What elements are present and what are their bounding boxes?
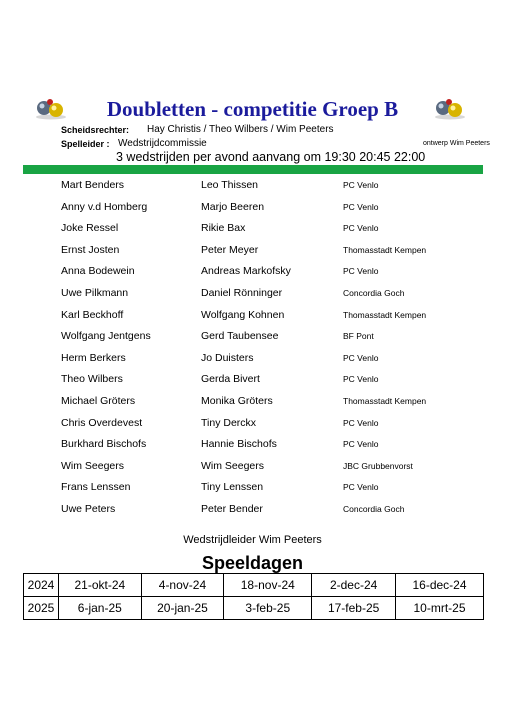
club-name: PC Venlo [343, 201, 379, 212]
player-two-name: Wim Seegers [201, 459, 265, 472]
table-row [24, 574, 484, 597]
club-name: JBC Grubbenvorst [343, 460, 413, 471]
club-name: PC Venlo [343, 482, 379, 493]
player-one-name: Michael Gröters [61, 395, 136, 407]
player-one-name: Ernst Josten [61, 243, 120, 256]
design-credit: ontwerp Wim Peeters [423, 140, 490, 147]
player-two-name: Tiny Derckx [201, 416, 257, 429]
year-cell: 2024 [24, 574, 59, 597]
club-name: Concordia Goch [343, 288, 405, 298]
list-item [0, 222, 505, 242]
date-cell: 18-nov-24 [224, 574, 312, 597]
player-two-name: Tiny Lenssen [201, 481, 264, 494]
list-item [0, 503, 505, 523]
player-one-name: Anna Bodewein [61, 265, 135, 278]
list-item [0, 179, 505, 199]
player-one-name: Burkhard Bischofs [61, 438, 147, 451]
list-item [0, 373, 505, 393]
game-leader-value: Wedstrijdcommissie [118, 138, 207, 149]
list-item [0, 265, 505, 285]
player-two-name: Monika Gröters [201, 395, 273, 407]
schedule-text: 3 wedstrijden per avond aanvang om 19:30 20:45 22:00 [116, 150, 426, 164]
player-two-name: Marjo Beeren [201, 200, 265, 213]
player-one-name: Frans Lenssen [61, 481, 131, 494]
date-cell: 3-feb-25 [224, 597, 312, 620]
club-name: Concordia Goch [343, 504, 405, 514]
player-two-name: Andreas Markofsky [201, 265, 291, 278]
list-item [0, 352, 505, 372]
player-two-name: Peter Bender [201, 503, 263, 515]
player-one-name: Theo Wilbers [61, 373, 123, 386]
player-one-name: Anny v.d Homberg [61, 200, 148, 213]
player-one-name: Herm Berkers [61, 351, 126, 364]
club-name: PC Venlo [343, 374, 379, 385]
player-one-name: Chris Overdevest [61, 416, 143, 429]
player-two-name: Gerd Taubensee [201, 330, 279, 343]
club-name: BF Pont [343, 331, 374, 342]
player-one-name: Uwe Pilkmann [61, 287, 129, 299]
player-one-name: Wim Seegers [61, 459, 125, 472]
date-cell: 2-dec-24 [312, 574, 396, 597]
club-name: Thomasstadt Kempen [343, 309, 427, 320]
page-title: Doubletten - competitie Groep B [106, 97, 399, 121]
club-name: PC Venlo [343, 223, 379, 234]
list-item [0, 481, 505, 501]
referee-label: Scheidsrechter: [61, 125, 130, 135]
date-cell: 6-jan-25 [59, 597, 142, 620]
speeldagen-heading: Speeldagen [201, 553, 304, 573]
list-item [0, 287, 505, 307]
play-dates-table [23, 573, 484, 620]
player-two-name: Jo Duisters [201, 351, 254, 364]
year-cell: 2025 [24, 597, 59, 620]
player-one-name: Mart Benders [61, 179, 125, 191]
player-two-name: Gerda Bivert [201, 373, 260, 386]
player-two-name: Daniel Rönninger [201, 287, 283, 299]
list-item [0, 438, 505, 458]
player-two-name: Wolfgang Kohnen [201, 308, 285, 321]
player-one-name: Wolfgang Jentgens [61, 330, 151, 343]
player-two-name: Rikie Bax [201, 222, 246, 235]
game-leader-label: Spelleider : [61, 139, 110, 149]
player-two-name: Peter Meyer [201, 243, 259, 256]
club-name: PC Venlo [343, 352, 379, 363]
referee-value: Hay Christis / Theo Wilbers / Wim Peeters [147, 124, 334, 135]
club-name: PC Venlo [343, 417, 379, 428]
date-cell: 20-jan-25 [141, 597, 224, 620]
date-cell: 16-dec-24 [395, 574, 483, 597]
player-two-name: Hannie Bischofs [201, 438, 277, 451]
player-one-name: Uwe Peters [61, 503, 116, 515]
club-name: PC Venlo [343, 180, 379, 190]
club-name: Thomasstadt Kempen [343, 396, 427, 406]
list-item [0, 201, 505, 221]
list-item [0, 309, 505, 329]
player-one-name: Joke Ressel [61, 222, 119, 235]
club-name: Thomasstadt Kempen [343, 244, 427, 255]
table-row [24, 597, 484, 620]
player-two-name: Leo Thissen [201, 179, 259, 191]
list-item [0, 330, 505, 350]
date-cell: 4-nov-24 [141, 574, 224, 597]
divider-bar [23, 165, 483, 174]
club-name: PC Venlo [343, 266, 379, 277]
list-item [0, 395, 505, 415]
date-cell: 21-okt-24 [59, 574, 142, 597]
list-item [0, 460, 505, 480]
list-item [0, 244, 505, 264]
date-cell: 17-feb-25 [312, 597, 396, 620]
player-one-name: Karl Beckhoff [61, 308, 124, 321]
list-item [0, 417, 505, 437]
tournament-leader: Wedstrijdleider Wim Peeters [183, 534, 322, 546]
date-cell: 10-mrt-25 [395, 597, 483, 620]
club-name: PC Venlo [343, 439, 379, 450]
